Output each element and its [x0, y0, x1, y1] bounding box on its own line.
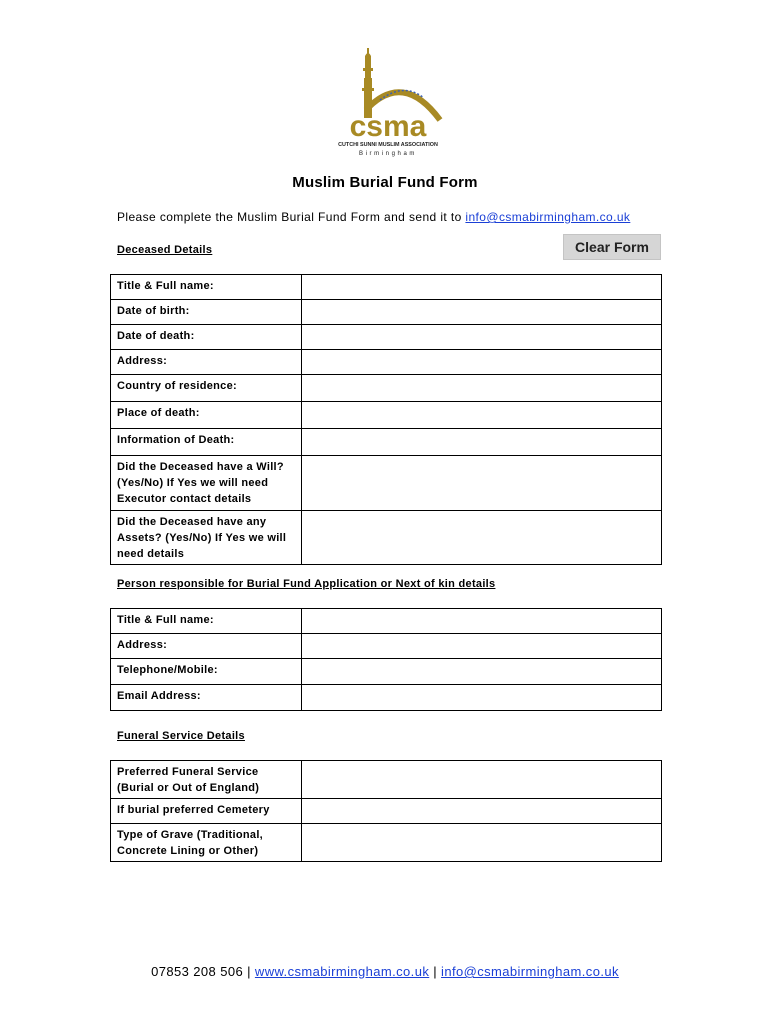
footer-separator: | [247, 964, 251, 979]
will-field[interactable] [302, 456, 662, 511]
information-of-death-field[interactable] [302, 429, 662, 456]
form-label: Preferred Funeral Service (Burial or Out of England) [111, 761, 302, 799]
applicant-section-heading: Person responsible for Burial Fund Application or Next of kin details [117, 578, 496, 590]
funeral-details-table [110, 760, 662, 862]
form-label: Place of death: [111, 402, 302, 429]
logo-city: Birmingham [358, 151, 418, 157]
deceased-details-table [110, 274, 662, 565]
form-label: Date of death: [111, 325, 302, 350]
page-title: Muslim Burial Fund Form [292, 174, 478, 191]
date-of-death-field[interactable] [302, 325, 662, 350]
funeral-service-field[interactable] [302, 761, 662, 799]
intro-email-link[interactable]: info@csmabirmingham.co.uk [465, 210, 631, 224]
applicant-details-table [110, 608, 662, 711]
form-label: Did the Deceased have any Assets? (Yes/No) If Yes we will need details [111, 511, 302, 565]
form-label: Country of residence: [111, 375, 302, 402]
deceased-address-field[interactable] [302, 350, 662, 375]
cemetery-field[interactable] [302, 799, 662, 824]
logo-org-name: CUTCHI SUNNI MUSLIM ASSOCIATION [338, 142, 438, 148]
deceased-name-field[interactable] [302, 275, 662, 300]
form-label: Title & Full name: [111, 609, 302, 634]
form-label: Telephone/Mobile: [111, 659, 302, 685]
footer-email-link[interactable]: info@csmabirmingham.co.uk [441, 964, 619, 979]
intro-instructions: Please complete the Muslim Burial Fund Form and send it to [117, 210, 462, 224]
date-of-birth-field[interactable] [302, 300, 662, 325]
telephone-field[interactable] [302, 659, 662, 685]
deceased-section-heading: Deceased Details [117, 244, 213, 256]
assets-field[interactable] [302, 511, 662, 565]
footer-website-link[interactable]: www.csmabirmingham.co.uk [254, 964, 430, 979]
form-label: Did the Deceased have a Will? (Yes/No) If Yes we will need Executor contact details [111, 456, 302, 511]
form-label: Information of Death: [111, 429, 302, 456]
email-field[interactable] [302, 685, 662, 711]
clear-form-button[interactable]: Clear Form [563, 234, 661, 260]
form-label: If burial preferred Cemetery [111, 799, 302, 824]
form-label: Date of birth: [111, 300, 302, 325]
applicant-address-field[interactable] [302, 634, 662, 659]
logo-wordmark: csma [349, 110, 427, 143]
applicant-name-field[interactable] [302, 609, 662, 634]
form-label: Address: [111, 350, 302, 375]
place-of-death-field[interactable] [302, 402, 662, 429]
footer-phone: 07853 208 506 [151, 964, 244, 979]
funeral-section-heading: Funeral Service Details [117, 730, 245, 742]
form-label: Address: [111, 634, 302, 659]
intro-text [117, 210, 630, 224]
footer-separator: | [433, 964, 438, 979]
footer [0, 964, 770, 979]
form-label: Type of Grave (Traditional, Concrete Lining or Other) [111, 824, 302, 862]
form-label: Title & Full name: [111, 275, 302, 300]
csma-logo [318, 42, 458, 160]
grave-type-field[interactable] [302, 824, 662, 862]
country-of-residence-field[interactable] [302, 375, 662, 402]
form-label: Email Address: [111, 685, 302, 711]
